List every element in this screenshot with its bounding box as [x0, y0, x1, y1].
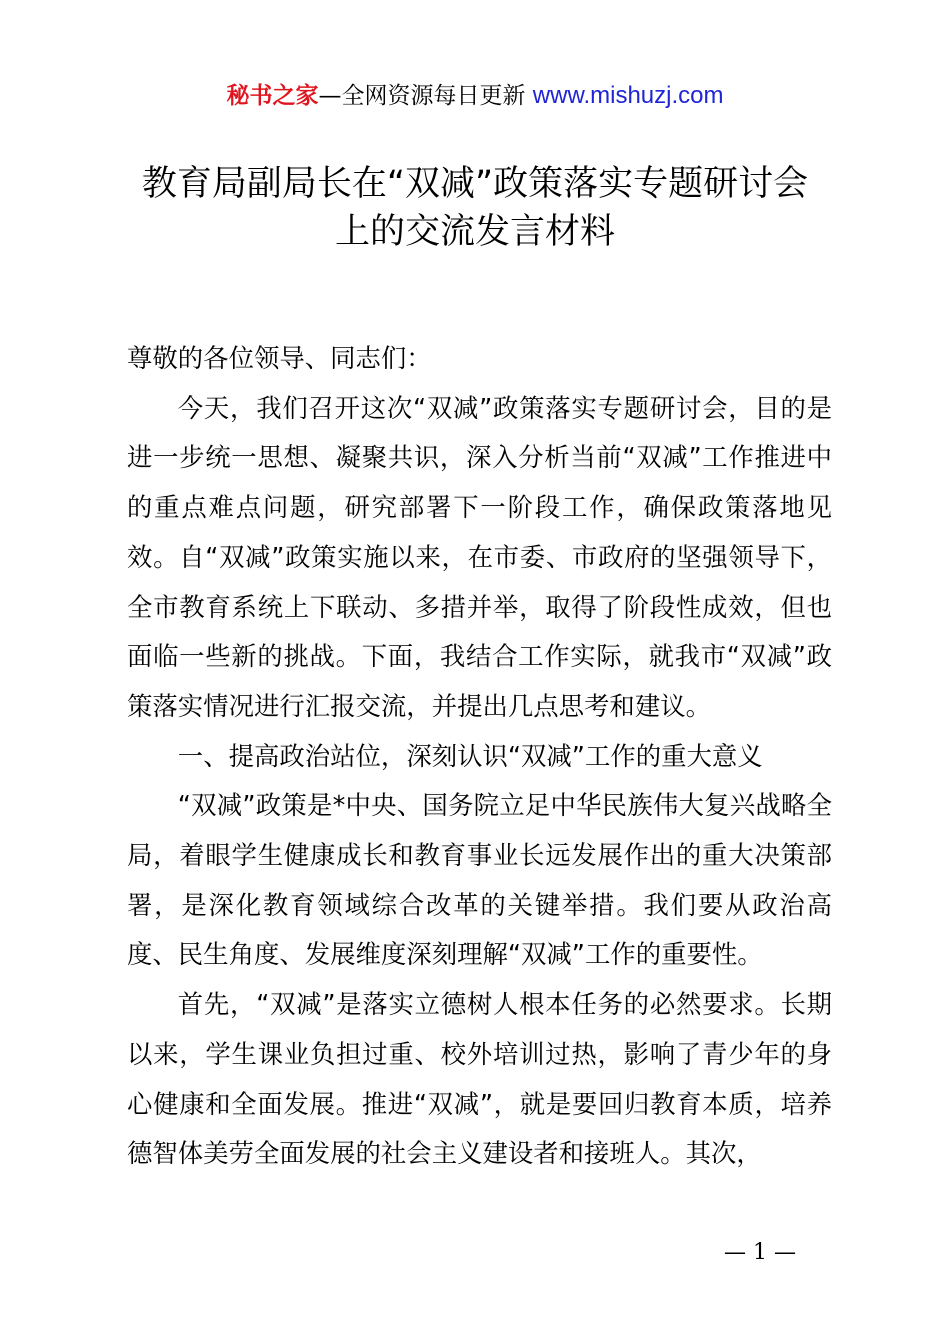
title-line-1: 教育局副局长在“双减”政策落实专题研讨会 [141, 164, 809, 204]
site-header [0, 80, 950, 112]
site-url-link[interactable]: www.mishuzj.com [532, 82, 724, 109]
paragraph-policy: “双减”政策是*中央、国务院立足中华民族伟大复兴战略全局，着眼学生健康成长和教育事业长远发展作出的重大决策部署，是深化教育领域综合改革的关键举措。我们要从政治高度、民生角度、发展维度深刻理解“双减”工作的重要性。 [127, 790, 832, 970]
brand-name: 秘书之家 [226, 83, 319, 109]
document-title [100, 160, 850, 256]
salutation: 尊敬的各位领导、同志们： [127, 343, 432, 373]
header-tagline: —全网资源每日更新 [318, 83, 533, 109]
section-heading-1: 一、提高政治站位，深刻认识“双减”工作的重大意义 [177, 740, 763, 771]
page-number: — 1 — [724, 1240, 796, 1265]
paragraph-intro: 今天，我们召开这次“双减”政策落实专题研讨会，目的是进一步统一思想、凝聚共识，深入分析当前“双减”工作推进中的重点难点问题，研究部署下一阶段工作，确保政策落地见效。自“双减”政策实施以来，在市委、市政府的坚强领导下，全市教育系统上下联动、多措并举，取得了阶段性成效，但也面临一些新的挑战。下面，我结合工作实际，就我市“双减”政策落实情况进行汇报交流，并提出几点思考和建议。 [127, 392, 832, 721]
title-line-2: 上的交流发言材料 [334, 212, 615, 252]
paragraph-first-point: 首先，“双减”是落实立德树人根本任务的必然要求。长期以来，学生课业负担过重、校外培训过热，影响了青少年的身心健康和全面发展。推进“双减”，就是要回归教育本质，培养德智体美劳全面发展的社会主义建设者和接班人。其次， [127, 989, 832, 1169]
document-body [127, 334, 832, 1179]
